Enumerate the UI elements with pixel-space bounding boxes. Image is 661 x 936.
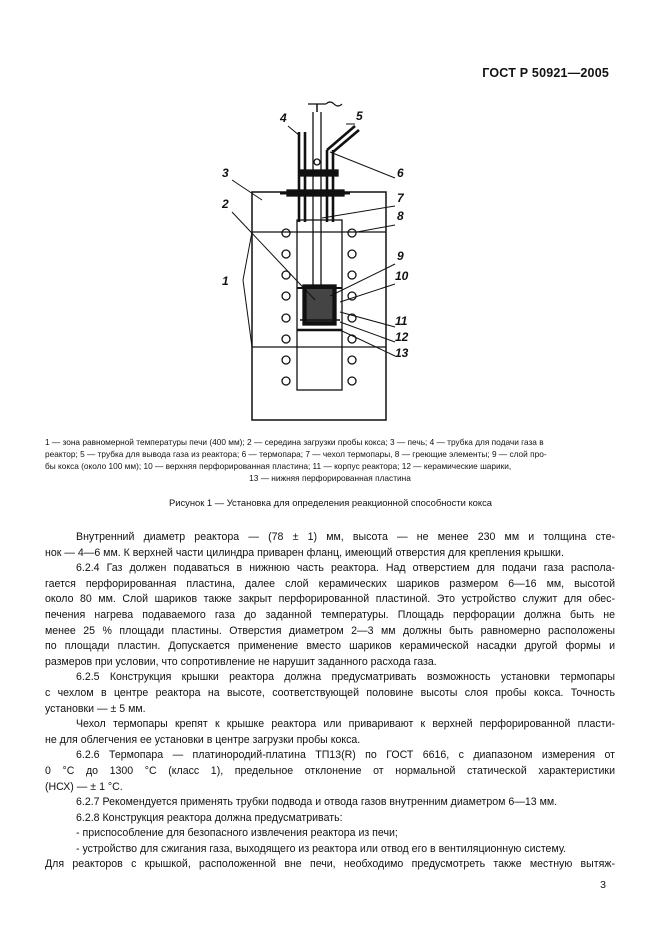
label-5: 5	[356, 109, 363, 123]
legend-line: бы кокса (около 100 мм); 10 — верхняя перфорированная пластина; 11 — корпус реактора; 12 — керамические шарики,	[45, 461, 512, 471]
reactor-diagram	[0, 0, 661, 440]
legend-line: реактор; 5 — трубка для вывода газа из реактора; 6 — термопара; 7 — чехол термопары, 8 — греющие элементы; 9 — слой про-	[45, 449, 547, 459]
label-11: 11	[395, 314, 408, 328]
text-line: по площади пластин. Допускается применение вместо шариков керамической насадки другой формы и	[45, 640, 615, 653]
text-line: 6.2.7 Рекомендуется применять трубки подвода и отвода газов внутренним диаметром 6—13 мм.	[76, 796, 558, 809]
legend-line: 1 — зона равномерной температуры печи (400 мм); 2 — середина загрузки пробы кокса; 3 — печь; 4 — трубка для подачи газа в	[45, 437, 544, 447]
text-line: нок — 4—6 мм. К верхней части цилиндра приварен фланц, имеющий отверстия для крепления крышки.	[45, 546, 564, 559]
text-line: менее 25 % площади пластины. Отверстия диаметром 2—3 мм должны быть равномерно расположены	[45, 624, 615, 637]
text-line: с чехлом в центре реактора на высоте, соответствующей половине высоты слоя пробы кокса. Точность	[45, 686, 615, 699]
text-line: размеров при условии, что сопротивление не нарушит заданного расхода газа.	[45, 655, 437, 668]
label-12: 12	[395, 330, 409, 344]
text-line: печения нагрева подаваемого газа до заданной температуры. Площадь перфорации должна быть не	[45, 608, 615, 621]
text-line: - приспособление для безопасного извлечения реактора из печи;	[76, 827, 398, 840]
text-line: 6.2.6 Термопара — платинородий-платина ТП13(R) по ГОСТ 6616, с диапазоном измерения от	[76, 749, 615, 762]
figure-legend	[45, 436, 615, 484]
text-line: Чехол термопары крепят к крышке реактора или приваривают к верхней перфорированной пласти-	[76, 718, 615, 731]
label-4: 4	[280, 111, 287, 125]
label-6: 6	[397, 166, 404, 180]
page-number: 3	[600, 879, 606, 891]
text-line: гается перфорированная пластина, далее слой керамических шариков размером 6—16 мм, высотой	[45, 577, 615, 590]
text-line: 6.2.4 Газ должен подаваться в нижнюю часть реактора. Над отверстием для подачи газа распола-	[76, 562, 615, 575]
document-header: ГОСТ Р 50921—2005	[482, 66, 609, 80]
text-line: (НСХ) — ± 1 °С.	[45, 780, 123, 793]
label-13: 13	[395, 346, 409, 360]
text-line: около 80 мм. Слой шариков также закрыт перфорированной пластиной. Это устройство служит для обес-	[45, 593, 615, 606]
text-line: Для реакторов с крышкой, расположенной вне печи, необходимо предусмотреть также местную вытяж-	[45, 858, 615, 871]
label-9: 9	[397, 249, 404, 263]
label-7: 7	[397, 191, 404, 205]
legend-line: 13 — нижняя перфорированная пластина	[249, 473, 411, 483]
label-10: 10	[395, 269, 409, 283]
label-1: 1	[222, 274, 229, 288]
label-8: 8	[397, 209, 404, 223]
text-line: - устройство для сжигания газа, выходящего из реактора или отвод его в вентиляционную систему.	[76, 842, 567, 855]
text-line: 6.2.8 Конструкция реактора должна предусматривать:	[76, 811, 343, 824]
body-text	[45, 530, 615, 873]
text-line: установки — ± 5 мм.	[45, 702, 146, 715]
text-line: 6.2.5 Конструкция крышки реактора должна предусматривать возможность установки термопары	[76, 671, 615, 684]
label-2: 2	[222, 197, 229, 211]
text-line: Внутренний диаметр реактора — (78 ± 1) мм, высота — не менее 230 мм и толщина сте-	[76, 531, 615, 543]
text-line: не для облегчения ее установки в центре загрузки пробы кокса.	[45, 733, 361, 746]
figure-caption: Рисунок 1 — Установка для определения реакционной способности кокса	[168, 497, 493, 508]
text-line: 0 °С до 1300 °С (класс 1), предельное отклонение от нормальной статической характеристики	[45, 764, 615, 777]
label-3: 3	[222, 166, 229, 180]
